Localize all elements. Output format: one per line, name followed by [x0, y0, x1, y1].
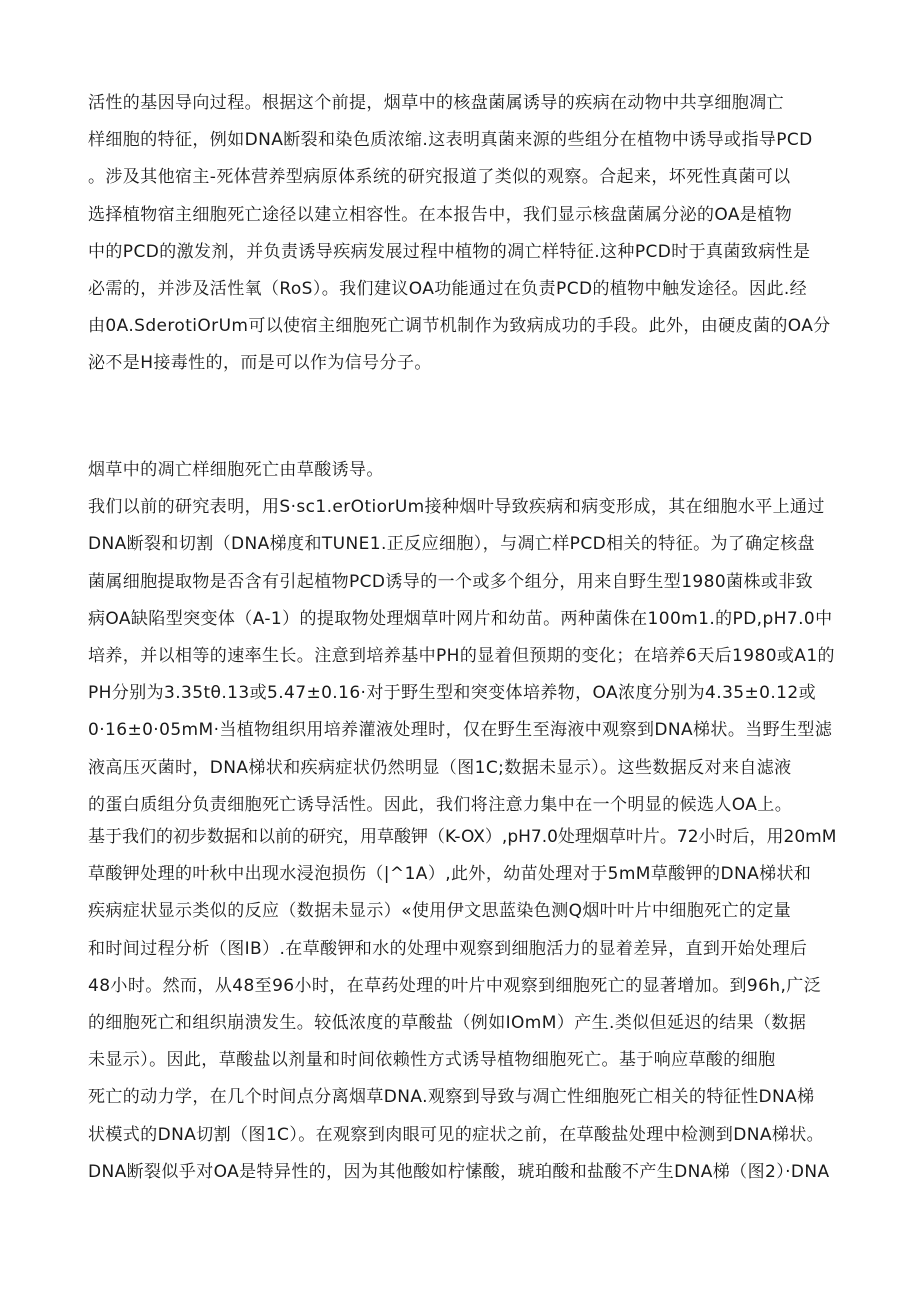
text-line: 48小时。然而，从48至96小时，在草药处理的叶片中观察到细胞死亡的显著增加。到96h,广泛	[88, 975, 822, 996]
text-line: 必需的，并涉及活性氧（RoS）。我们建议OA功能通过在负责PCD的植物中触发途径。因此.经	[88, 278, 808, 299]
text-line: 活性的基因导向过程。根据这个前提，烟草中的核盘菌属诱导的疾病在动物中共享细胞凋亡	[88, 93, 784, 113]
text-line: 样细胞的特征，例如DNA断裂和染色质浓缩.这表明真菌来源的些组分在植物中诱导或指导PCD	[88, 130, 813, 151]
text-line: 中的PCD的激发剂，并负责诱导疾病发展过程中植物的凋亡样特征.这种PCD时于真菌致病性是	[88, 241, 811, 262]
paragraph-potassium-oxalate-treatment	[88, 819, 836, 1191]
text-line: 的蛋白质组分负责细胞死亡诱导活性。因此，我们将注意力集中在一个明显的候选人OA上。	[88, 794, 793, 815]
text-line: 基于我们的初步数据和以前的研究，用草酸钾（K-OX）,pH7.0处理烟草叶片。72小时后，用20mM	[88, 827, 837, 847]
text-line: 泌不是H接毒性的，而是可以作为信号分子。	[88, 353, 432, 374]
text-line: 液高压灭菌时，DNA梯状和疾病症状仍然明显（图1C;数据未显示）。这些数据反对来自滤液	[88, 757, 792, 778]
text-line: 0·16±0·05mM·当植物组织用培养灌液处理时，仅在野生至海液中观察到DNA梯状。当野生型滤	[88, 720, 833, 741]
text-line: 病OA缺陷型突变体（A-1）的提取物处理烟草叶网片和幼苗。两种菌侏在100m1.的PD,pH7.0中	[88, 608, 833, 629]
paragraph-section-oxalate-induction	[88, 452, 836, 824]
text-line: 菌属细胞提取物是否含有引起植物PCD诱导的一个或多个组分，用来自野生型1980菌株或非致	[88, 571, 814, 592]
text-line: 。涉及其他宿主-死体营养型病原体系统的研究报道了类似的观察。合起来，坏死性真菌可以	[88, 167, 791, 188]
text-line: 疾病症状显示类似的反应（数据未显示）«使用伊文思蓝染色测Q烟叶叶片中细胞死亡的定量	[88, 901, 792, 922]
text-line: 我们以前的研究表明，用S·sc1.erOtiorUm接种烟叶导致疾病和病变形成，其在细胞水平上通过	[88, 497, 825, 518]
section-heading: 烟草中的凋亡样细胞死亡由草酸诱导。	[88, 460, 384, 480]
text-line: 状模式的DNA切割（图1C）。在观察到肉眼可见的症状之前，在草酸盐处理中检测到DNA梯状。	[88, 1124, 825, 1145]
text-line: 培养，并以相等的速率生长。注意到培养基中PH的显着但预期的变化；在培养6天后1980或A1的	[88, 645, 835, 666]
text-line: 未显示）。因此，草酸盐以剂量和时间依赖性方式诱导植物细胞死亡。基于响应草酸的细胞	[88, 1050, 776, 1071]
text-line: DNA断裂和切割（DNA梯度和TUNE1.正反应细胞），与凋亡样PCD相关的特征。为了确定核盘	[88, 534, 815, 555]
text-line: DNA断裂似乎对OA是特异性的，因为其他酸如柠愫酸，琥珀酸和盐酸不产生DNA梯（图2）·DNA	[88, 1161, 830, 1182]
text-line: 选择植物宿主细胞死亡途径以建立相容性。在本报告中，我们显示核盘菌属分泌的OA是植物	[88, 204, 793, 225]
text-line: 草酸钾处理的叶秋中出现水浸泡损伤（|^1A）,此外，幼苗处理对于5mM草酸钾的DNA梯状和	[88, 864, 812, 885]
text-line: 由0A.SderotiOrUm可以使宿主细胞死亡调节机制作为致病成功的手段。此外，由硬皮菌的OA分	[88, 316, 831, 337]
text-line: 死亡的动力学，在几个时间点分离烟草DNA.观察到导致与凋亡性细胞死亡相关的特征性DNA梯	[88, 1087, 815, 1108]
text-line: PH分别为3.35tθ.13或5.47±0.16·对于野生型和突变体培养物，OA浓度分别为4.35±0.12或	[88, 683, 816, 704]
text-line: 和时间过程分析（图IB）.在草酸钾和水的处理中观察到细胞活力的显着差异，直到开始处理后	[88, 938, 808, 959]
text-line: 的细胞死亡和组织崩溃发生。较低浓度的草酸盐（例如IOmM）产生.类似但延迟的结果（数据	[88, 1012, 807, 1033]
paragraph-intro-continued	[88, 85, 836, 383]
